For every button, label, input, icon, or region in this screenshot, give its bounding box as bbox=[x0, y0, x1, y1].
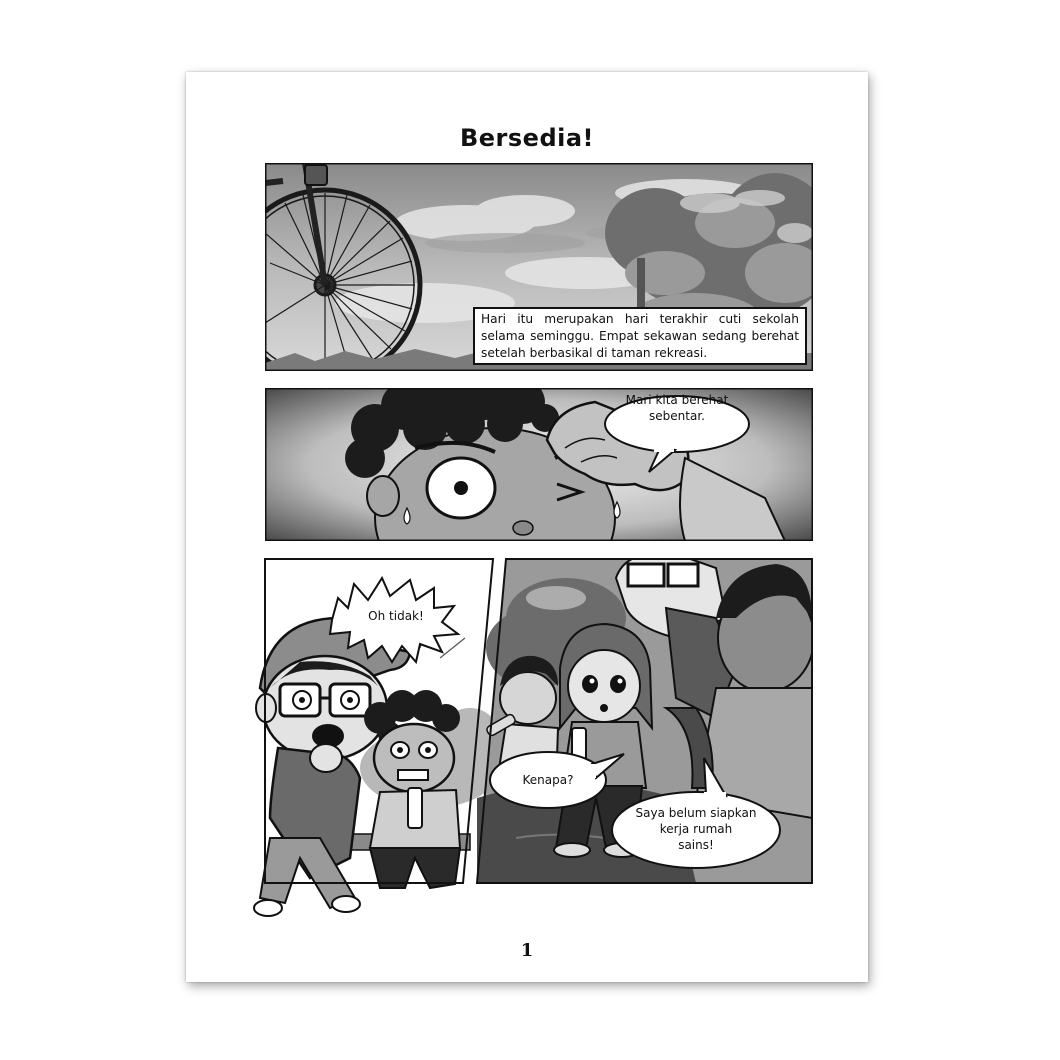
comic-panel-2 bbox=[265, 388, 813, 541]
comic-panel-3 bbox=[230, 558, 514, 926]
page-number: 1 bbox=[520, 940, 534, 961]
comic-page bbox=[186, 72, 868, 982]
speech-bubble-oh-tidak: Oh tidak! bbox=[368, 609, 424, 623]
page-title: Bersedia! bbox=[459, 124, 594, 152]
comic-panel-4 bbox=[476, 558, 813, 884]
speech-bubble-mari-kita: Mari kita berehat sebentar. bbox=[625, 393, 729, 423]
speech-bubble-kenapa: Kenapa? bbox=[522, 773, 574, 787]
narration-caption: Hari itu merupakan hari terakhir cuti sekolah selama seminggu. Empat sekawan sedang berehat setelah berbasikal di taman rekreasi. bbox=[473, 307, 807, 365]
speech-bubble-kerja-rumah: Saya belum siapkan kerja rumah sains! bbox=[635, 806, 757, 852]
comic-panel-1 bbox=[265, 163, 813, 371]
